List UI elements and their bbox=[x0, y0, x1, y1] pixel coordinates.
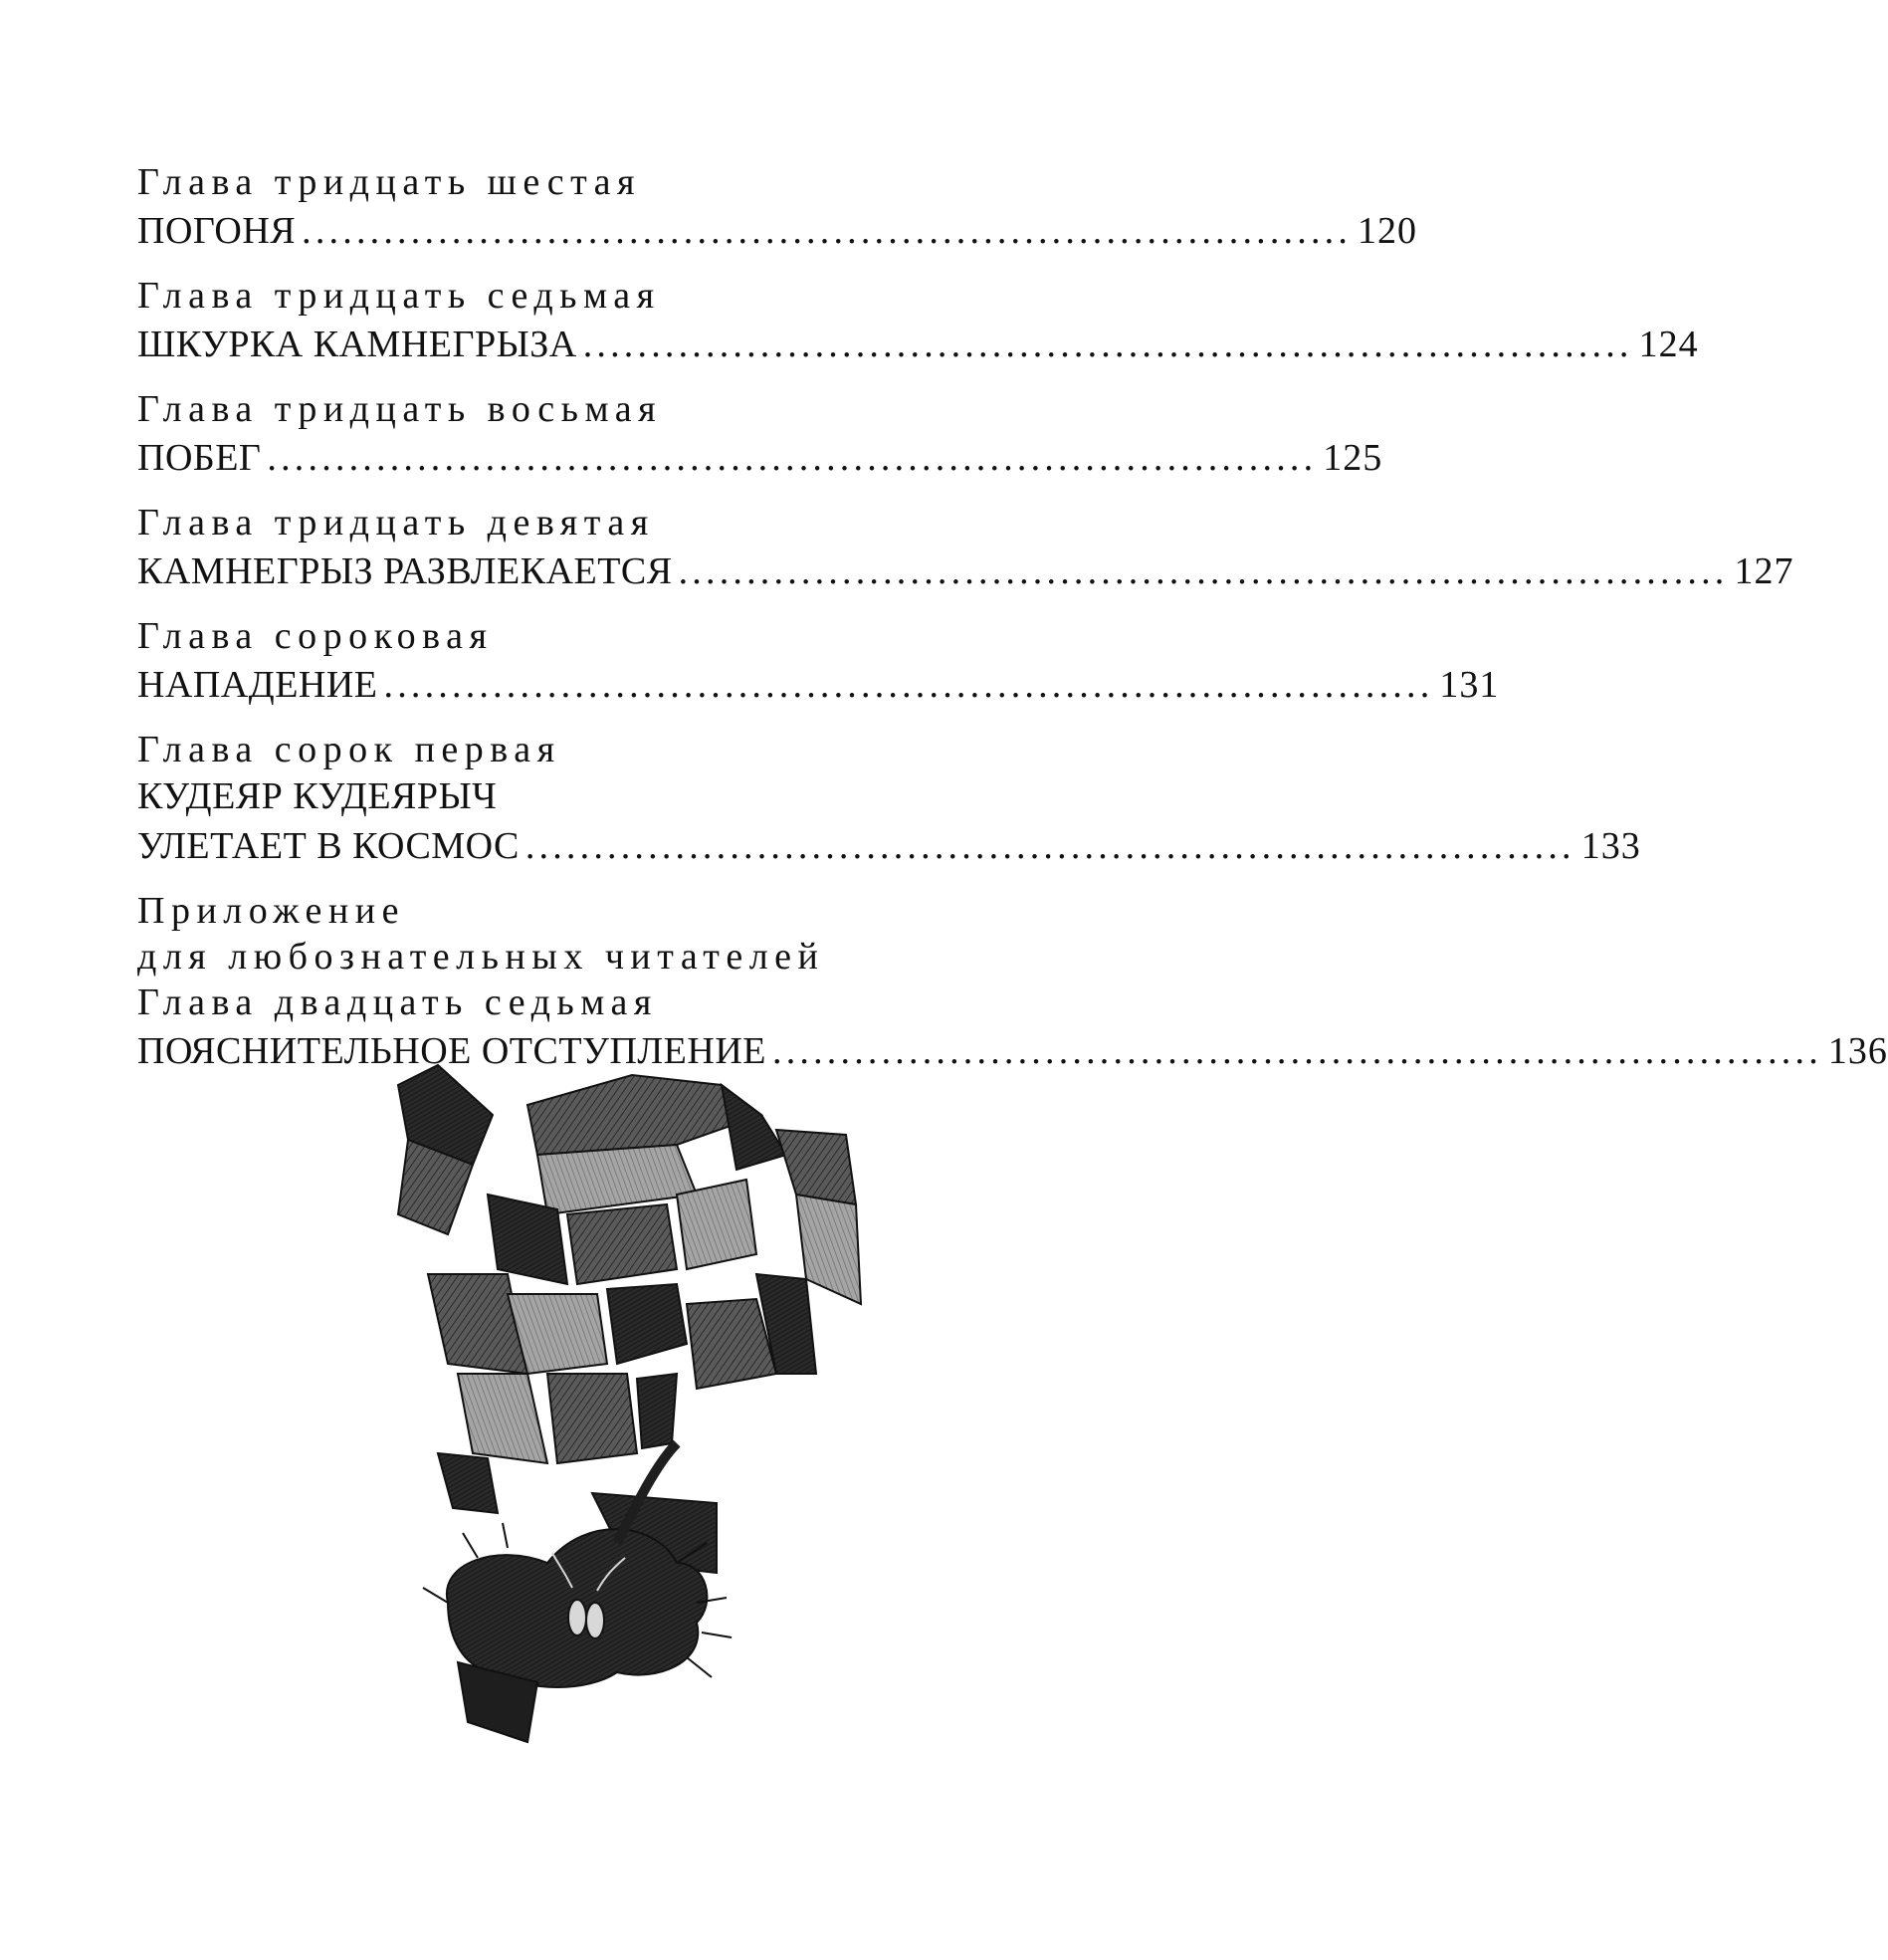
chapter-title: КАМНЕГРЫЗ РАЗВЛЕКАЕТСЯ bbox=[137, 550, 673, 592]
page-number: 131 bbox=[1439, 664, 1500, 706]
chapter-title-row bbox=[137, 432, 1383, 484]
toc-entry[interactable] bbox=[137, 159, 1418, 257]
appendix-subheading: для любознательных читателей bbox=[137, 936, 825, 978]
dot-leader: ............................................................................. bbox=[383, 664, 1434, 706]
dot-leader: ............................................................................. bbox=[524, 825, 1575, 867]
dot-leader: ............................................................................. bbox=[772, 1030, 1822, 1072]
toc-entry[interactable] bbox=[137, 386, 1383, 484]
chapter-number: Глава двадцать седьмая bbox=[137, 981, 658, 1023]
chapter-number: Глава тридцать девятая bbox=[137, 502, 655, 544]
page-number: 125 bbox=[1323, 437, 1383, 479]
dot-leader: ............................................................................. bbox=[582, 324, 1633, 365]
appendix-heading: Приложение bbox=[137, 890, 405, 932]
toc-entry[interactable] bbox=[137, 727, 1641, 872]
page-number: 133 bbox=[1580, 825, 1641, 867]
dot-leader: ............................................................................. bbox=[302, 210, 1353, 252]
chapter-title: ПОБЕГ bbox=[137, 437, 262, 479]
chapter-title: ПОЯСНИТЕЛЬНОЕ ОТСТУПЛЕНИЕ bbox=[137, 1030, 766, 1072]
table-of-contents bbox=[137, 159, 1888, 1093]
chapter-title-row bbox=[137, 545, 1794, 597]
page-number: 136 bbox=[1827, 1030, 1888, 1072]
chapter-title-row bbox=[137, 820, 1641, 872]
chapter-number: Глава тридцать восьмая bbox=[137, 388, 663, 430]
chapter-number: Глава тридцать шестая bbox=[137, 161, 641, 203]
page-number: 127 bbox=[1734, 550, 1794, 592]
maze-walls bbox=[398, 1065, 861, 1573]
toc-entry[interactable] bbox=[137, 613, 1500, 711]
chapter-title: УЛЕТАЕТ В КОСМОС bbox=[137, 825, 520, 867]
page-number: 120 bbox=[1358, 210, 1418, 252]
chapter-title: НАПАДЕНИЕ bbox=[137, 664, 378, 706]
chapter-title-line: КУДЕЯР КУДЕЯРЫЧ bbox=[137, 775, 498, 817]
chapter-number: Глава сороковая bbox=[137, 615, 494, 657]
chapter-title-row bbox=[137, 319, 1699, 370]
toc-entry[interactable] bbox=[137, 500, 1794, 597]
chapter-number: Глава тридцать седьмая bbox=[137, 275, 661, 317]
dot-leader: ............................................................................. bbox=[267, 437, 1318, 479]
page-number: 124 bbox=[1638, 324, 1699, 365]
chapter-title-row bbox=[137, 659, 1500, 711]
chapter-title: ШКУРКА КАМНЕГРЫЗА bbox=[137, 324, 577, 365]
maze-illustration bbox=[378, 1045, 896, 1742]
chapter-title-row bbox=[137, 205, 1418, 257]
dot-leader: ............................................................................. bbox=[678, 550, 1729, 592]
toc-entry[interactable] bbox=[137, 273, 1699, 370]
chapter-title: ПОГОНЯ bbox=[137, 210, 297, 252]
chapter-number: Глава сорок первая bbox=[137, 729, 561, 770]
